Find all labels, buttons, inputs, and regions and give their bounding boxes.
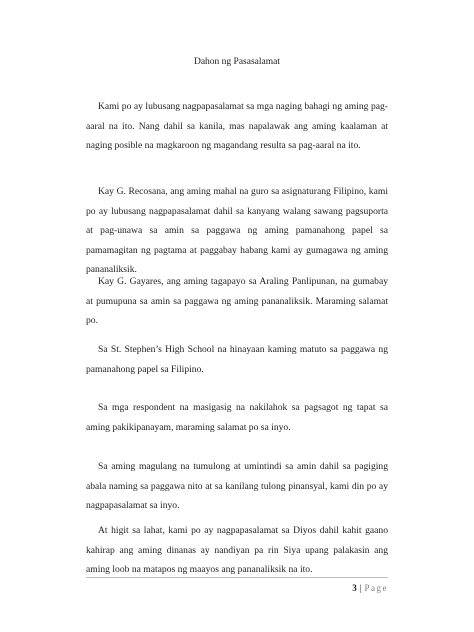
footer-divider: [86, 577, 388, 578]
paragraph-recosana: Kay G. Recosana, ang aming mahal na guro sa asignaturang Filipino, kami po ay lubusang nagpapasalamat dahil sa kanyang walang sawang pagsuporta at pag-unawa sa amin sa paggawa ng aming pamanahong papel sa pamamagitan ng pagtama at paggabay habang kami ay gumagawa ng aming pananaliksik.: [86, 186, 388, 275]
page-number: 3: [352, 583, 357, 593]
page-word: Page: [364, 583, 388, 593]
page-footer: [352, 582, 388, 594]
page-title: Dahon ng Pasasalamat: [193, 57, 280, 67]
paragraph-gayares: Kay G. Gayares, ang aming tagapayo sa Araling Panlipunan, na gumabay at pumupuna sa amin sa paggawa ng aming pananaliksik. Maraming salamat po.: [86, 276, 388, 326]
paragraph-school: Sa St. Stephen’s High School na hinayaan kaming matuto sa paggawa ng pamanahong papel sa Filipino.: [86, 344, 388, 375]
paragraph-god: At higit sa lahat, kami po ay nagpapasalamat sa Diyos dahil kahit gaano kahirap ang aming dinanas ay nandiyan pa rin Siya upang palakasin ang aming loob na matapos ng maayos ang pananaliksik na ito.: [86, 525, 388, 575]
paragraph-parents: Sa aming magulang na tumulong at umintindi sa amin dahil sa pagiging abala naming sa paggawa nito at sa kanilang tulong pinansyal, kami din po ay nagpapasalamat sa inyo.: [86, 461, 388, 511]
paragraph-intro: Kami po ay lubusang nagpapasalamat sa mga naging bahagi ng aming pag-aaral na ito. Nang dahil sa kanila, mas napalawak ang aming kaalaman at naging posible na magkaroon ng magandang resulta sa pag-aaral na ito.: [86, 101, 388, 151]
paragraph-respondents: Sa mga respondent na masigasig na nakilahok sa pagsagot ng tapat sa aming pakikipanayam, maraming salamat po sa inyo.: [86, 402, 388, 433]
footer-separator: |: [359, 583, 362, 593]
